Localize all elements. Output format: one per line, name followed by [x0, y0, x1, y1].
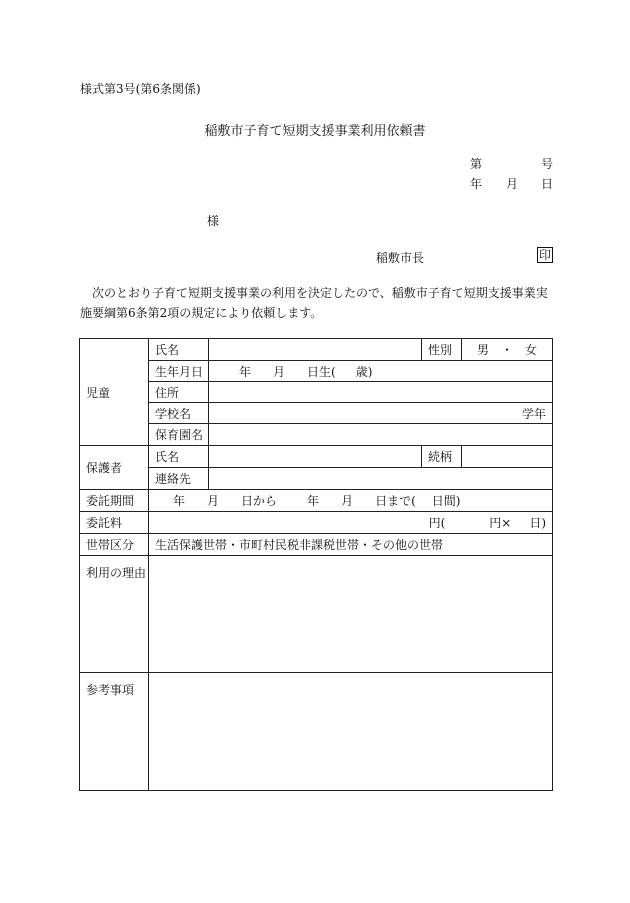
addressee-honorific: 様	[207, 214, 220, 228]
period-from: 日から	[241, 494, 278, 508]
period-field[interactable]	[149, 490, 553, 512]
birth-field[interactable]	[209, 361, 553, 382]
gender-options[interactable]: 男 ・ 女	[462, 339, 553, 361]
guardian-contact-row	[80, 468, 553, 490]
address-label: 住所	[149, 382, 209, 403]
child-address-row	[80, 382, 553, 403]
child-school-row	[80, 403, 553, 424]
child-name-label: 氏名	[149, 339, 209, 361]
period-month2: 月	[341, 494, 354, 508]
guardian-name-row	[80, 446, 553, 468]
birth-label: 生年月日	[149, 361, 209, 382]
guardian-name-label: 氏名	[149, 446, 209, 468]
household-row	[80, 534, 553, 556]
date-day: 日	[541, 177, 554, 191]
period-month1: 月	[207, 494, 220, 508]
fee-row	[80, 512, 553, 534]
fee-yen: 円(	[428, 516, 446, 530]
doc-number-prefix: 第	[470, 157, 483, 171]
birth-year-unit: 年	[239, 364, 252, 379]
guardian-section-label: 保護者	[80, 446, 149, 490]
relation-field[interactable]	[462, 446, 553, 468]
date-year: 年	[470, 177, 483, 191]
birth-day-unit: 日生(	[307, 364, 336, 379]
notes-field[interactable]	[149, 673, 553, 791]
child-section-label: 児童	[80, 339, 149, 446]
nursery-field[interactable]	[209, 424, 553, 446]
period-row	[80, 490, 553, 512]
fee-field[interactable]	[149, 512, 553, 534]
guardian-name-field[interactable]	[209, 446, 422, 468]
seal-mark: 印	[539, 248, 552, 262]
period-days: 日間)	[431, 494, 461, 508]
reason-label: 利用の理由	[80, 556, 149, 673]
child-name-field[interactable]	[209, 339, 422, 361]
birth-month-unit: 月	[273, 364, 286, 379]
age-unit: 歳)	[355, 364, 373, 379]
fee-per-day: 円×	[489, 516, 512, 530]
child-name-row	[80, 339, 553, 361]
child-birth-row	[80, 361, 553, 382]
grade-label: 学年	[521, 406, 546, 421]
household-options[interactable]: 生活保護世帯・市町村民税非課税世帯・その他の世帯	[149, 534, 553, 556]
request-form-table	[79, 338, 553, 791]
child-nursery-row	[80, 424, 553, 446]
date-month: 月	[506, 177, 519, 191]
fee-days: 日)	[529, 516, 546, 530]
gender-label: 性別	[422, 339, 462, 361]
document-title: 稲敷市子育て短期支援事業利用依頼書	[204, 124, 426, 139]
period-to: 日まで(	[375, 494, 416, 508]
issuer: 稲敷市長	[376, 251, 425, 265]
contact-field[interactable]	[209, 468, 553, 490]
school-label: 学校名	[149, 403, 209, 424]
address-field[interactable]	[209, 382, 553, 403]
nursery-label: 保育園名	[149, 424, 209, 446]
period-year1: 年	[173, 494, 186, 508]
period-year2: 年	[307, 494, 320, 508]
reason-field[interactable]	[149, 556, 553, 673]
reason-row	[80, 556, 553, 673]
notes-label: 参考事項	[80, 673, 149, 791]
form-number: 様式第3号(第6条関係)	[80, 82, 201, 96]
school-field[interactable]	[209, 403, 553, 424]
fee-label: 委託料	[80, 512, 149, 534]
household-label: 世帯区分	[80, 534, 149, 556]
doc-number-suffix: 号	[541, 157, 554, 171]
body-text: 次のとおり子育て短期支援事業の利用を決定したので、稲敷市子育て短期支援事業実施要綱第6条第2項の規定により依頼します。	[80, 286, 548, 320]
period-label: 委託期間	[80, 490, 149, 512]
relation-label: 続柄	[422, 446, 462, 468]
notes-row	[80, 673, 553, 791]
contact-label: 連絡先	[149, 468, 209, 490]
